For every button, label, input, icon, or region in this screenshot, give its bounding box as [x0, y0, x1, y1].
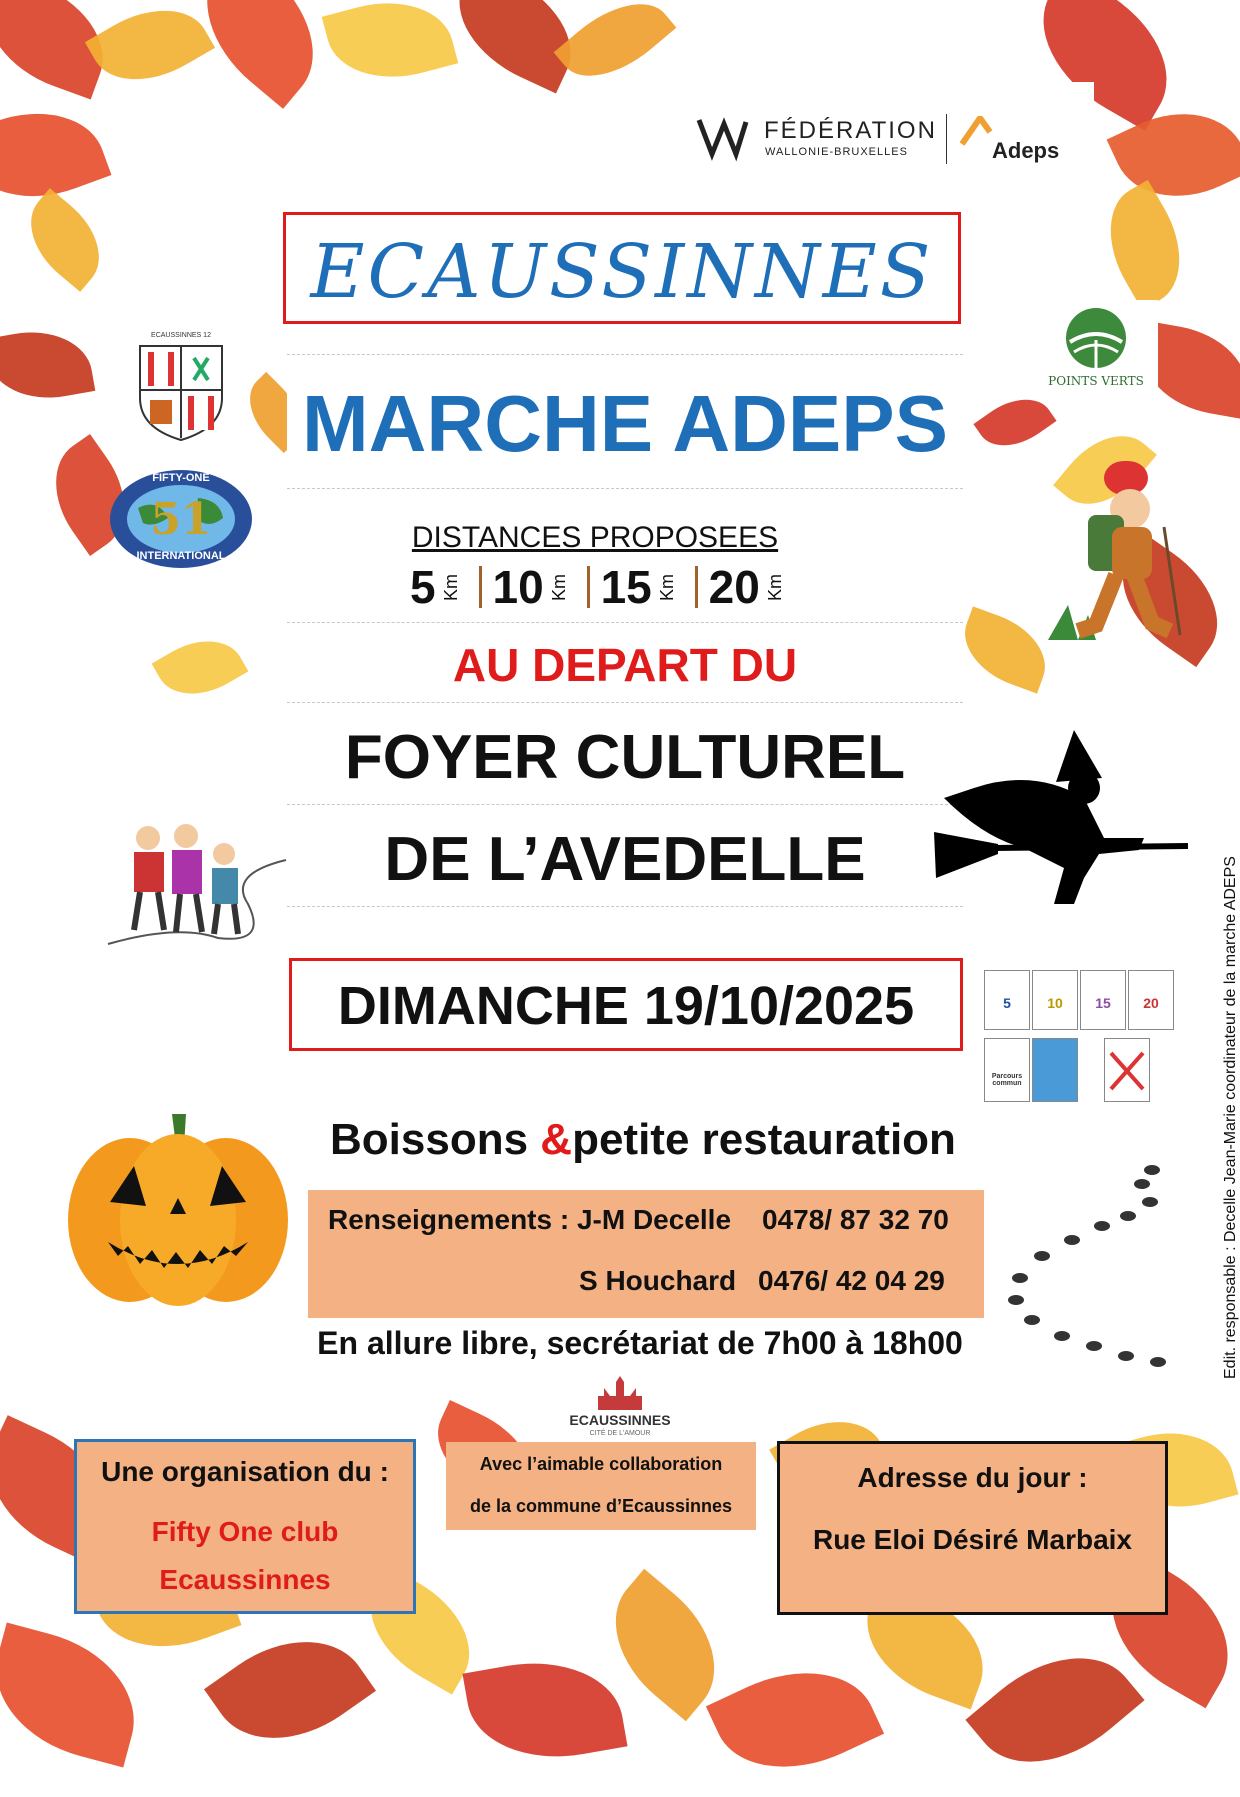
contact-phone-2: 0476/ 42 04 29	[758, 1265, 945, 1296]
divider	[287, 354, 963, 355]
sign-badge-5: 5	[984, 970, 1030, 1030]
hiker-illustration	[1048, 455, 1196, 643]
commune-logo-tagline: CITÉ DE L'AMOUR	[589, 1430, 651, 1437]
points-verts-logo	[1034, 300, 1158, 396]
schedule-line: En allure libre, secrétariat de 7h00 à 18h00	[317, 1325, 963, 1361]
organiser-name-1: Fifty One club	[151, 1516, 339, 1547]
witch-silhouette	[934, 728, 1194, 928]
route-signage	[982, 968, 1178, 1104]
distance-15: 15 Km	[600, 561, 677, 613]
distance-20: 20 Km	[708, 561, 785, 613]
distances-row	[410, 560, 870, 616]
address-value: Rue Eloi Désiré Marbaix	[812, 1524, 1132, 1555]
sign-badge-common: Parcours commun	[984, 1038, 1030, 1102]
venue-line-1: FOYER CULTUREL	[344, 723, 906, 792]
adeps-logo-text: Adeps	[992, 138, 1060, 163]
points-verts-icon	[1064, 306, 1128, 370]
date-box	[289, 958, 963, 1051]
wb-logo-icon	[694, 112, 754, 162]
distance-separator	[587, 566, 590, 608]
commune-logo-name: ECAUSSINNES	[569, 1412, 671, 1428]
fifty-one-top: FIFTY-ONE	[152, 472, 210, 484]
sign-badge-10: 10	[1032, 970, 1078, 1030]
divider	[287, 702, 963, 703]
event-title: MARCHE ADEPS	[302, 379, 948, 468]
crest-shield-icon	[136, 342, 226, 442]
footprints-illustration	[1002, 1160, 1178, 1372]
federation-name: FÉDÉRATION	[764, 117, 937, 144]
collaboration-line-1: Avec l’aimable collaboration	[479, 1454, 723, 1474]
contact-box	[308, 1190, 984, 1318]
contact-label: Renseignements : J-M Decelle	[328, 1204, 732, 1235]
departure-label: AU DEPART DU	[452, 639, 798, 691]
town-title: ECAUSSINNES	[310, 229, 934, 315]
food-drinks: Boissons	[330, 1115, 529, 1164]
publisher-note: Edit. responsable : Decelle Jean-Marie coordinateur de la marche ADEPS	[1222, 856, 1239, 1379]
collaboration-line-2: de la commune d’Ecaussinnes	[469, 1496, 733, 1516]
fifty-one-logo	[108, 468, 254, 570]
walkers-illustration	[98, 814, 288, 954]
pumpkin-illustration	[60, 1106, 296, 1306]
food-line	[330, 1115, 990, 1165]
food-snacks: petite restauration	[572, 1115, 956, 1164]
crest-text: ECAUSSINNES 12	[151, 332, 211, 339]
venue-line-2: DE L’AVEDELLE	[384, 825, 866, 894]
address-box	[777, 1441, 1168, 1615]
distance-5: 5 Km	[410, 561, 461, 613]
sign-badge-15: 15	[1080, 970, 1126, 1030]
sign-badge-20: 20	[1128, 970, 1174, 1030]
federation-logo-banner	[664, 82, 1094, 192]
event-date: DIMANCHE 19/10/2025	[337, 976, 915, 1036]
sign-badge-blue	[1032, 1038, 1078, 1102]
distance-separator	[479, 566, 482, 608]
sign-badge-cancel	[1104, 1038, 1150, 1102]
distance-10: 10 Km	[492, 561, 569, 613]
ampersand: &	[540, 1115, 573, 1164]
points-verts-text: POINTS VERTS	[1048, 374, 1144, 388]
distances-label: DISTANCES PROPOSEES	[411, 521, 779, 554]
contact-name-2: S Houchard	[579, 1265, 737, 1296]
distance-separator	[695, 566, 698, 608]
federation-subname: WALLONIE-BRUXELLES	[765, 146, 908, 158]
divider	[287, 804, 963, 805]
fifty-one-number: 51	[150, 494, 212, 545]
collaboration-box	[446, 1442, 756, 1530]
logo-divider	[946, 114, 947, 164]
organiser-name-2: Ecaussinnes	[159, 1564, 331, 1595]
divider	[287, 622, 963, 623]
town-title-box	[283, 212, 961, 324]
divider	[287, 488, 963, 489]
address-label: Adresse du jour :	[857, 1462, 1088, 1493]
commune-logo	[560, 1374, 680, 1440]
organiser-box	[74, 1439, 416, 1614]
contact-phone-1: 0478/ 87 32 70	[762, 1204, 949, 1235]
fifty-one-bottom: INTERNATIONAL	[136, 550, 226, 562]
ecaussinnes-crest-logo	[128, 332, 234, 444]
castle-icon	[594, 1374, 646, 1412]
organiser-label: Une organisation du :	[101, 1456, 389, 1487]
divider	[287, 906, 963, 907]
